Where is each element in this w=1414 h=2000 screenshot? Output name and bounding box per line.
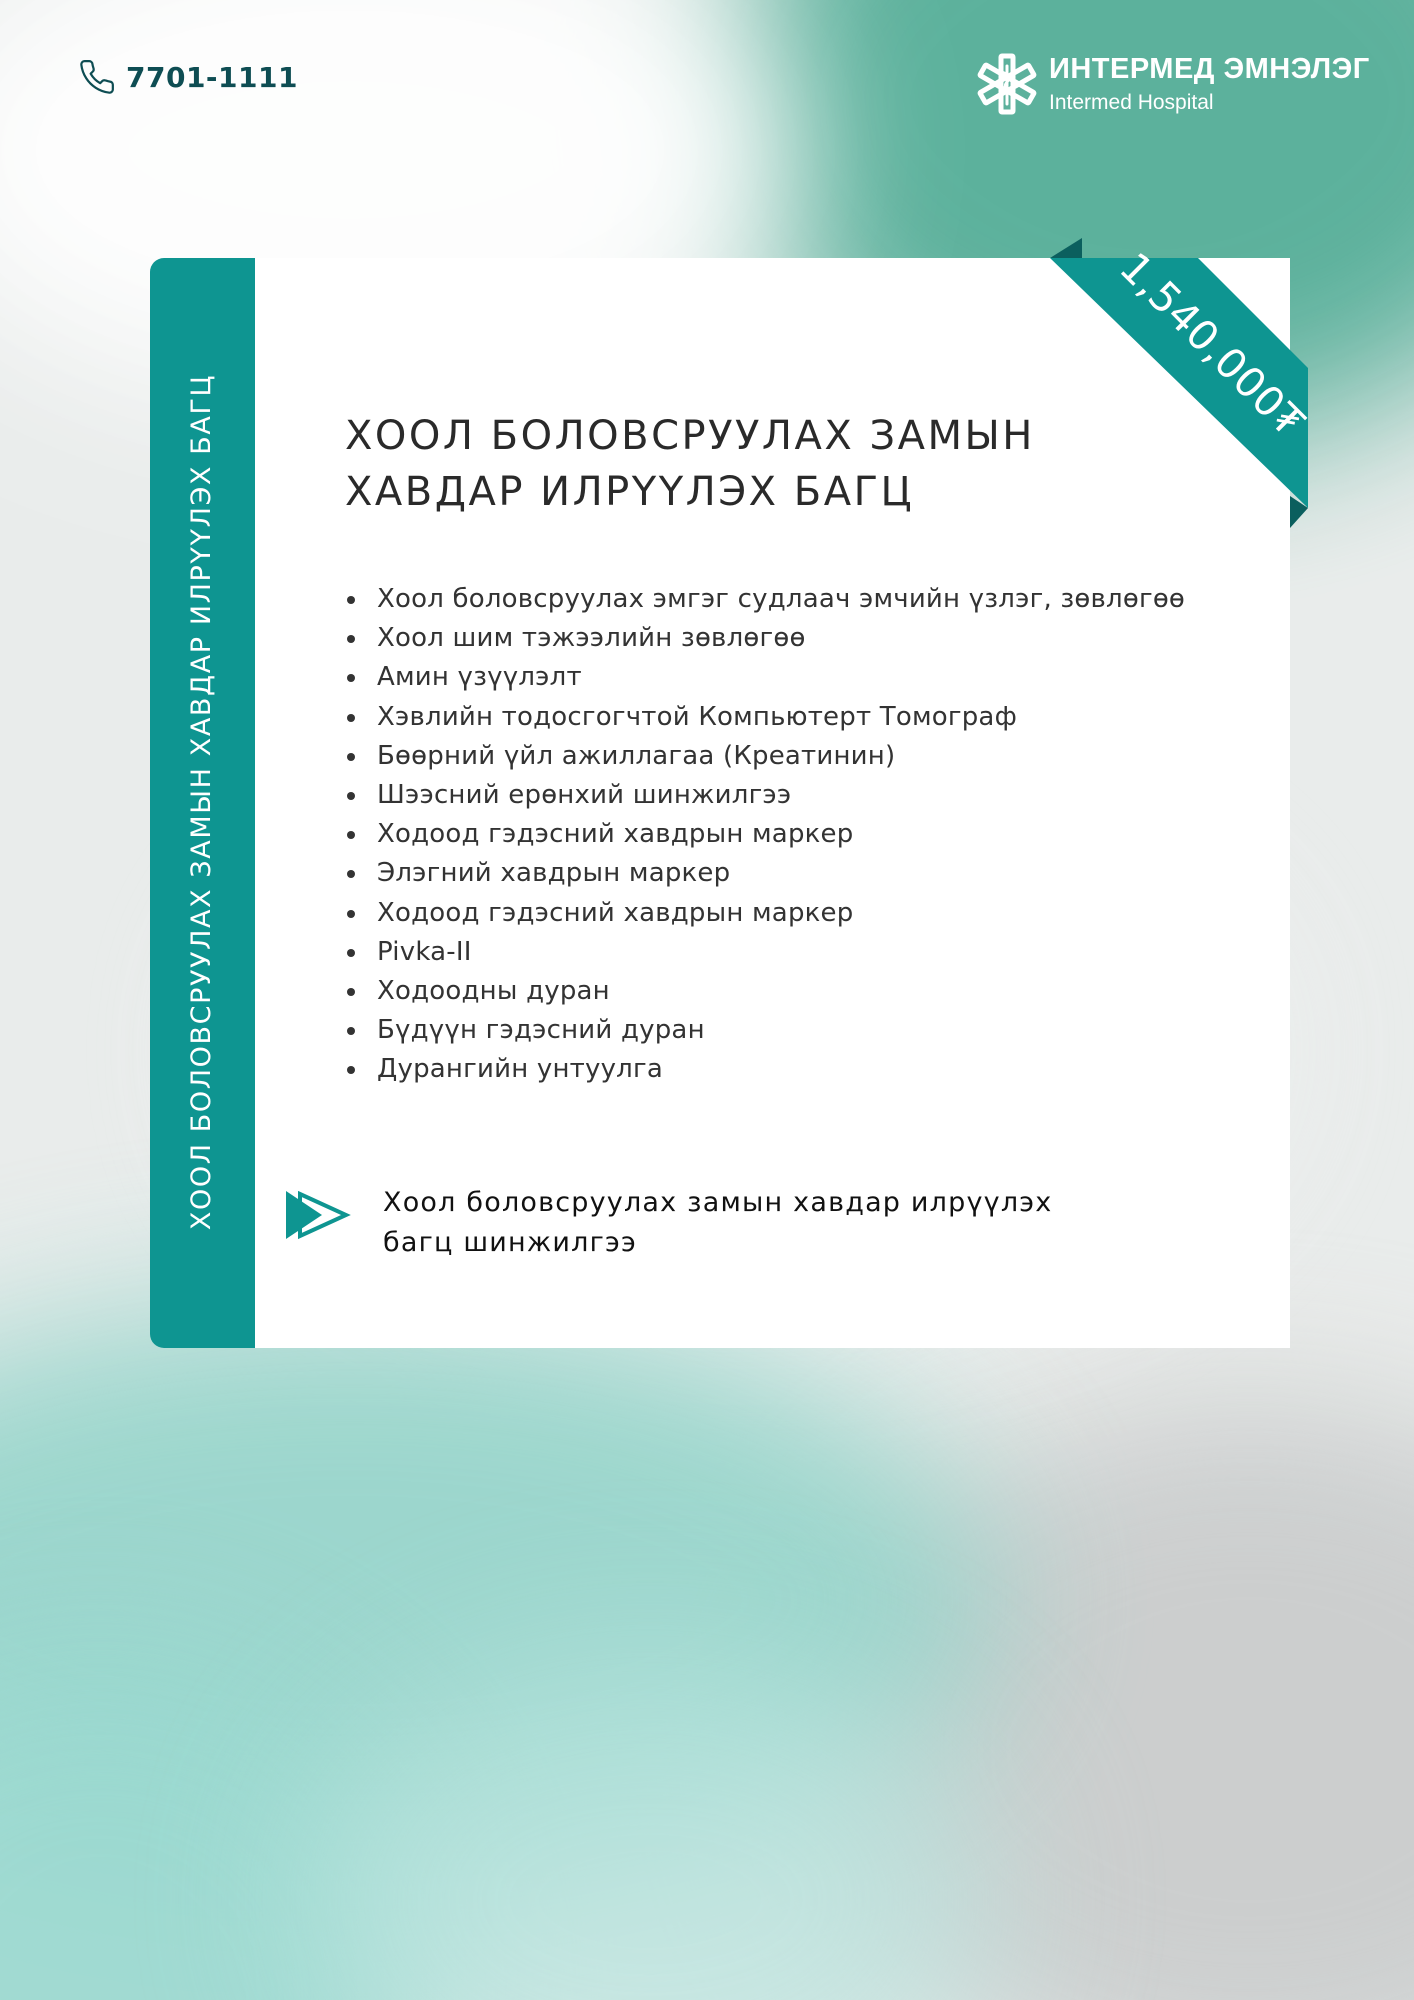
package-title-line: ХАВДАР ИЛРҮҮЛЭХ БАГЦ xyxy=(345,469,915,515)
list-item: Дурангийн унтуулга xyxy=(345,1050,1265,1089)
star-of-life-icon xyxy=(975,52,1039,116)
package-note-line: багц шинжилгээ xyxy=(383,1227,637,1258)
list-item: Ходоодны дуран xyxy=(345,972,1265,1011)
list-item: Ходоод гэдэсний хавдрын маркер xyxy=(345,894,1265,933)
list-item: Хоол шим тэжээлийн зөвлөгөө xyxy=(345,619,1265,658)
package-title xyxy=(345,408,1105,520)
phone-contact[interactable] xyxy=(78,58,298,96)
list-item: Хоол боловсруулах эмгэг судлаач эмчийн үзлэг, зөвлөгөө xyxy=(345,580,1265,619)
list-item: Бөөрний үйл ажиллагаа (Креатинин) xyxy=(345,737,1265,776)
hospital-logo xyxy=(975,52,1370,116)
included-services-list xyxy=(345,580,1265,1090)
list-item: Ходоод гэдэсний хавдрын маркер xyxy=(345,815,1265,854)
list-item: Хэвлийн тодосгогчтой Компьютерт Томограф xyxy=(345,698,1265,737)
phone-number: 7701-1111 xyxy=(126,60,298,94)
side-label: ХООЛ БОЛОВСРУУЛАХ ЗАМЫН ХАВДАР ИЛРҮҮЛЭХ БАГЦ xyxy=(186,373,217,1231)
price-tag: 1,540,000₮ xyxy=(1110,243,1314,447)
phone-icon xyxy=(78,58,116,96)
logo-subtitle: Intermed Hospital xyxy=(1049,91,1214,114)
list-item: Бүдүүн гэдэсний дуран xyxy=(345,1011,1265,1050)
package-note-line: Хоол боловсруулах замын хавдар илрүүлэх xyxy=(383,1187,1053,1218)
double-arrow-icon xyxy=(286,1188,352,1242)
package-note xyxy=(383,1183,1143,1263)
package-title-line: ХООЛ БОЛОВСРУУЛАХ ЗАМЫН xyxy=(345,413,1035,459)
list-item: Элэгний хавдрын маркер xyxy=(345,854,1265,893)
list-item: Pivka-II xyxy=(345,933,1265,972)
list-item: Шээсний ерөнхий шинжилгээ xyxy=(345,776,1265,815)
logo-title: ИНТЕРМЕД ЭМНЭЛЭГ xyxy=(1049,53,1370,85)
list-item: Амин үзүүлэлт xyxy=(345,658,1265,697)
logo-text xyxy=(1049,55,1370,113)
